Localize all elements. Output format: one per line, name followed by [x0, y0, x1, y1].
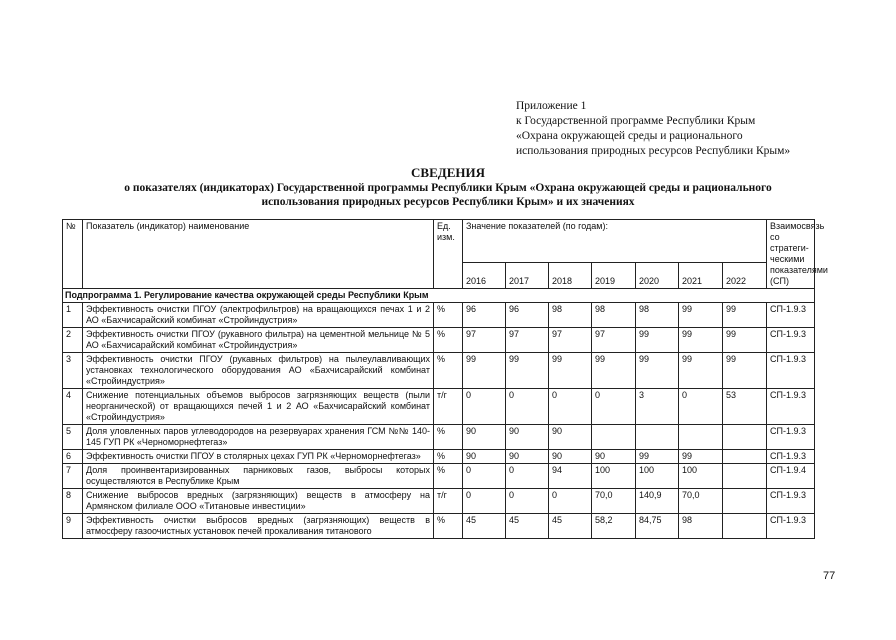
row-number: 2 [63, 328, 83, 353]
row-link: СП-1.9.3 [767, 353, 815, 389]
row-value: 90 [549, 425, 592, 450]
row-number: 6 [63, 450, 83, 464]
row-value: 98 [679, 514, 723, 539]
row-indicator-name: Эффективность очистки ПГОУ (рукавного фильтра) на цементной мельнице № 5 АО «Бахчисарайский комбинат «Стройиндустрия» [83, 328, 434, 353]
row-indicator-name: Снижение выбросов вредных (загрязняющих) веществ в атмосферу на Армянском филиале ООО «Титановые инвестиции» [83, 489, 434, 514]
row-value [592, 425, 636, 450]
row-indicator-name: Эффективность очистки ПГОУ (рукавных фильтров) на пылеулавливающих установках технологического оборудования АО «Бахчисарайский комбинат «Стройиндустрия» [83, 353, 434, 389]
row-value: 0 [549, 389, 592, 425]
row-value: 0 [549, 489, 592, 514]
row-value: 90 [506, 425, 549, 450]
header-year: 2019 [592, 262, 636, 288]
row-value: 94 [549, 464, 592, 489]
row-value: 98 [636, 303, 679, 328]
table-row [63, 328, 815, 353]
document-title: СВЕДЕНИЯ [411, 165, 485, 180]
row-indicator-name: Доля уловленных паров углеводородов на резервуарах хранения ГСМ №№ 140-145 ГУП РК «Черноморнефтегаз» [83, 425, 434, 450]
row-value: 99 [723, 353, 767, 389]
section-row [63, 289, 815, 303]
row-value: 45 [549, 514, 592, 539]
row-value: 97 [463, 328, 506, 353]
row-number: 8 [63, 489, 83, 514]
row-value: 99 [636, 450, 679, 464]
table-header-row [63, 220, 815, 263]
row-value [723, 425, 767, 450]
row-link: СП-1.9.3 [767, 450, 815, 464]
row-value: 90 [592, 450, 636, 464]
appendix-line: «Охрана окружающей среды и рационального [516, 130, 743, 142]
row-value: 0 [679, 389, 723, 425]
row-value: 90 [463, 450, 506, 464]
header-year: 2021 [679, 262, 723, 288]
row-unit: т/г [434, 489, 463, 514]
row-value: 70,0 [679, 489, 723, 514]
row-value: 97 [549, 328, 592, 353]
row-number: 5 [63, 425, 83, 450]
row-value: 99 [723, 303, 767, 328]
table-row [63, 489, 815, 514]
row-value [723, 489, 767, 514]
row-value: 100 [679, 464, 723, 489]
row-value: 100 [592, 464, 636, 489]
row-indicator-name: Эффективность очистки ПГОУ в столярных цехах ГУП РК «Черноморнефтегаз» [83, 450, 434, 464]
row-value: 99 [592, 353, 636, 389]
row-link: СП-1.9.3 [767, 328, 815, 353]
row-value: 99 [636, 328, 679, 353]
row-value: 99 [636, 353, 679, 389]
header-values-group: Значение показателей (по годам): [463, 220, 767, 263]
row-value: 3 [636, 389, 679, 425]
header-link: Взаимосвязь со стратеги-ческими показателями (СП) [767, 220, 815, 289]
row-value: 99 [463, 353, 506, 389]
row-value: 99 [679, 353, 723, 389]
appendix-line: использования природных ресурсов Республики Крым» [516, 145, 791, 157]
table-row [63, 353, 815, 389]
appendix-line: Приложение 1 [516, 100, 587, 112]
row-number: 3 [63, 353, 83, 389]
row-indicator-name: Доля проинвентаризированных парниковых газов, выбросы которых осуществляются в Республике Крым [83, 464, 434, 489]
header-num: № [63, 220, 83, 289]
row-value: 0 [506, 389, 549, 425]
table-row [63, 514, 815, 539]
row-value [723, 464, 767, 489]
row-number: 4 [63, 389, 83, 425]
header-name: Показатель (индикатор) наименование [83, 220, 434, 289]
row-value: 100 [636, 464, 679, 489]
table-row [63, 450, 815, 464]
row-link: СП-1.9.3 [767, 425, 815, 450]
row-value: 45 [463, 514, 506, 539]
row-value: 90 [506, 450, 549, 464]
row-value: 90 [463, 425, 506, 450]
document-subtitle-line-1: о показателях (индикаторах) Государственной программы Республики Крым «Охрана окружающей среды и рационального [124, 182, 772, 194]
row-value: 99 [506, 353, 549, 389]
row-value: 98 [549, 303, 592, 328]
header-year: 2017 [506, 262, 549, 288]
row-value: 0 [463, 389, 506, 425]
row-link: СП-1.9.3 [767, 389, 815, 425]
row-value [723, 514, 767, 539]
row-link: СП-1.9.3 [767, 489, 815, 514]
row-value: 96 [463, 303, 506, 328]
row-value: 99 [679, 328, 723, 353]
row-unit: % [434, 450, 463, 464]
table-body [63, 289, 815, 539]
row-value: 0 [592, 389, 636, 425]
table-row [63, 464, 815, 489]
header-year: 2018 [549, 262, 592, 288]
row-value [636, 425, 679, 450]
header-year: 2022 [723, 262, 767, 288]
row-number: 1 [63, 303, 83, 328]
header-unit: Ед. изм. [434, 220, 463, 289]
row-unit: % [434, 425, 463, 450]
header-year: 2020 [636, 262, 679, 288]
document-heading [0, 165, 896, 209]
table-row [63, 303, 815, 328]
row-value: 97 [506, 328, 549, 353]
row-value: 70,0 [592, 489, 636, 514]
row-link: СП-1.9.4 [767, 464, 815, 489]
appendix-line: к Государственной программе Республики Крым [516, 115, 756, 127]
row-value: 45 [506, 514, 549, 539]
row-value: 53 [723, 389, 767, 425]
row-value: 98 [592, 303, 636, 328]
row-value: 0 [506, 464, 549, 489]
row-number: 7 [63, 464, 83, 489]
row-link: СП-1.9.3 [767, 514, 815, 539]
row-unit: т/г [434, 389, 463, 425]
row-value: 99 [549, 353, 592, 389]
row-indicator-name: Эффективность очистки ПГОУ (электрофильтров) на вращающихся печах 1 и 2 АО «Бахчисарайский комбинат «Стройиндустрия» [83, 303, 434, 328]
row-value: 0 [463, 464, 506, 489]
row-indicator-name: Снижение потенциальных объемов выбросов загрязняющих веществ (пыли неорганической) от вращающихся печей 1 и 2 АО «Бахчисарайский комбинат «Стройиндустрия» [83, 389, 434, 425]
row-value: 0 [506, 489, 549, 514]
row-value: 97 [592, 328, 636, 353]
row-value: 99 [679, 450, 723, 464]
section-title: Подпрограмма 1. Регулирование качества окружающей среды Республики Крым [63, 289, 815, 303]
row-value: 96 [506, 303, 549, 328]
row-unit: % [434, 514, 463, 539]
row-number: 9 [63, 514, 83, 539]
table-row [63, 389, 815, 425]
row-value: 99 [679, 303, 723, 328]
appendix-note [516, 99, 790, 159]
row-unit: % [434, 303, 463, 328]
row-value [679, 425, 723, 450]
row-indicator-name: Эффективность очистки выбросов вредных (загрязняющих) веществ в атмосферу газоочистных установок печей прокаливания титанового [83, 514, 434, 539]
indicators-table [62, 219, 828, 539]
page-number: 77 [823, 570, 836, 582]
row-value: 0 [463, 489, 506, 514]
row-value: 58,2 [592, 514, 636, 539]
row-value: 99 [723, 328, 767, 353]
header-year: 2016 [463, 262, 506, 288]
document-subtitle-line-2: использования природных ресурсов Республики Крым» и их значениях [261, 196, 635, 208]
row-unit: % [434, 353, 463, 389]
row-value: 84,75 [636, 514, 679, 539]
row-unit: % [434, 328, 463, 353]
row-value [723, 450, 767, 464]
row-unit: % [434, 464, 463, 489]
row-value: 90 [549, 450, 592, 464]
row-link: СП-1.9.3 [767, 303, 815, 328]
row-value: 140,9 [636, 489, 679, 514]
table-row [63, 425, 815, 450]
